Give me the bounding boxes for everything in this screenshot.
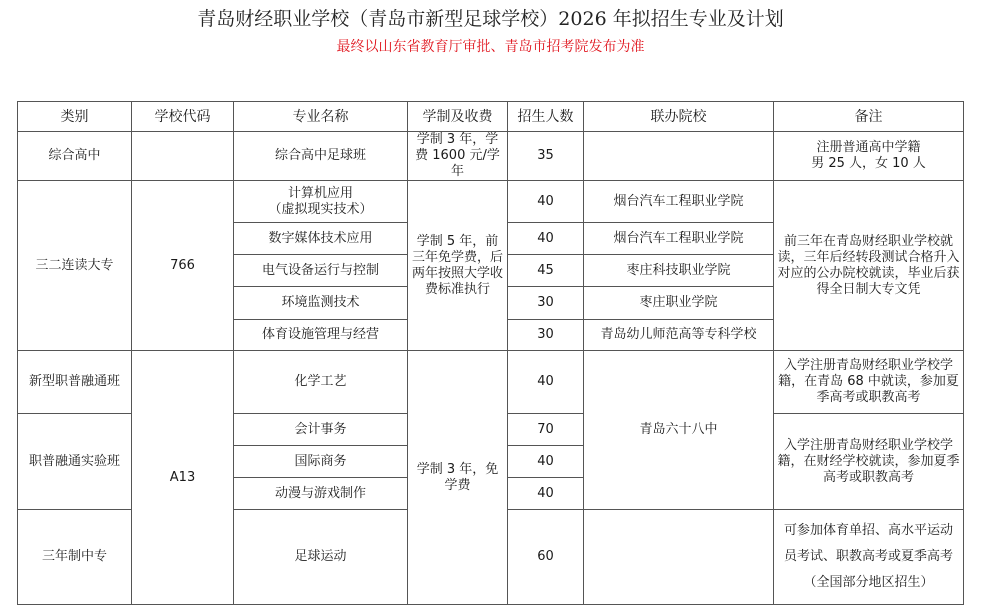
note-line: 男 25 人，女 10 人: [811, 156, 926, 171]
code-cell: [132, 132, 234, 181]
count-cell: 40: [508, 478, 584, 510]
note-cell: [774, 510, 964, 605]
table-row: [18, 351, 964, 414]
count-cell: 40: [508, 351, 584, 414]
note-cell: 入学注册青岛财经职业学校学籍，在财经学校就读，参加夏季高考或职教高考: [774, 414, 964, 510]
college-cell: 青岛幼儿师范高等专科学校: [584, 320, 774, 351]
header-school-code: 学校代码: [132, 102, 234, 132]
college-cell: 青岛六十八中: [584, 351, 774, 510]
note-line: 可参加体育单招、高水平运动: [783, 523, 953, 538]
header-fee: 学制及收费: [408, 102, 508, 132]
note-line: 注册普通高中学籍: [816, 140, 921, 155]
header-count: 招生人数: [508, 102, 584, 132]
table-row: [18, 132, 964, 181]
note-line: 员考试、职教高考或夏季高考: [783, 549, 953, 564]
header-major: 专业名称: [234, 102, 408, 132]
major-cell: 环境监测技术: [234, 287, 408, 320]
header-note: 备注: [774, 102, 964, 132]
count-cell: 35: [508, 132, 584, 181]
page-subtitle: 最终以山东省教育厅审批、青岛市招考院发布为准: [336, 39, 645, 55]
table-header-row: [18, 102, 964, 132]
count-cell: 60: [508, 510, 584, 605]
fee-cell: 学制 5 年，前三年免学费，后两年按照大学收费标准执行: [408, 181, 508, 351]
header-college: 联办院校: [584, 102, 774, 132]
category-cell: 三年制中专: [18, 510, 132, 605]
page-title: 青岛财经职业学校（青岛市新型足球学校）2026 年拟招生专业及计划: [197, 8, 784, 30]
major-cell: 动漫与游戏制作: [234, 478, 408, 510]
count-cell: 45: [508, 255, 584, 287]
code-cell: A13: [132, 351, 234, 605]
college-cell: 烟台汽车工程职业学院: [584, 181, 774, 223]
major-line: （虚拟现实技术）: [268, 201, 373, 217]
count-cell: 40: [508, 223, 584, 255]
code-cell: 766: [132, 181, 234, 351]
major-cell: 化学工艺: [234, 351, 408, 414]
fee-cell: 学制 3 年，学费 1600 元/学年: [408, 132, 508, 181]
category-cell: 综合高中: [18, 132, 132, 181]
fee-cell: 学制 3 年，免学费: [408, 351, 508, 605]
college-cell: 枣庄职业学院: [584, 287, 774, 320]
category-cell: 三二连读大专: [18, 181, 132, 351]
count-cell: 40: [508, 181, 584, 223]
major-cell: 综合高中足球班: [234, 132, 408, 181]
note-cell: [774, 132, 964, 181]
enrollment-plan-table: [17, 101, 964, 605]
major-cell: 足球运动: [234, 510, 408, 605]
table-row: [18, 181, 964, 223]
note-cell: 入学注册青岛财经职业学校学籍，在青岛 68 中就读，参加夏季高考或职教高考: [774, 351, 964, 414]
college-cell: 枣庄科技职业学院: [584, 255, 774, 287]
college-cell: [584, 132, 774, 181]
note-cell: 前三年在青岛财经职业学校就读，三年后经转段测试合格升入对应的公办院校就读，毕业后获得全日制大专文凭: [774, 181, 964, 351]
category-cell: 新型职普融通班: [18, 351, 132, 414]
note-line: （全国部分地区招生）: [803, 575, 934, 590]
major-cell: 电气设备运行与控制: [234, 255, 408, 287]
major-cell: 会计事务: [234, 414, 408, 446]
major-cell: 数字媒体技术应用: [234, 223, 408, 255]
category-cell: 职普融通实验班: [18, 414, 132, 510]
count-cell: 30: [508, 287, 584, 320]
count-cell: 30: [508, 320, 584, 351]
count-cell: 40: [508, 446, 584, 478]
college-cell: 烟台汽车工程职业学院: [584, 223, 774, 255]
major-line: 计算机应用: [287, 185, 353, 201]
count-cell: 70: [508, 414, 584, 446]
major-cell: 国际商务: [234, 446, 408, 478]
college-cell: [584, 510, 774, 605]
major-cell: 体育设施管理与经营: [234, 320, 408, 351]
major-cell: [234, 181, 408, 223]
header-category: 类别: [18, 102, 132, 132]
